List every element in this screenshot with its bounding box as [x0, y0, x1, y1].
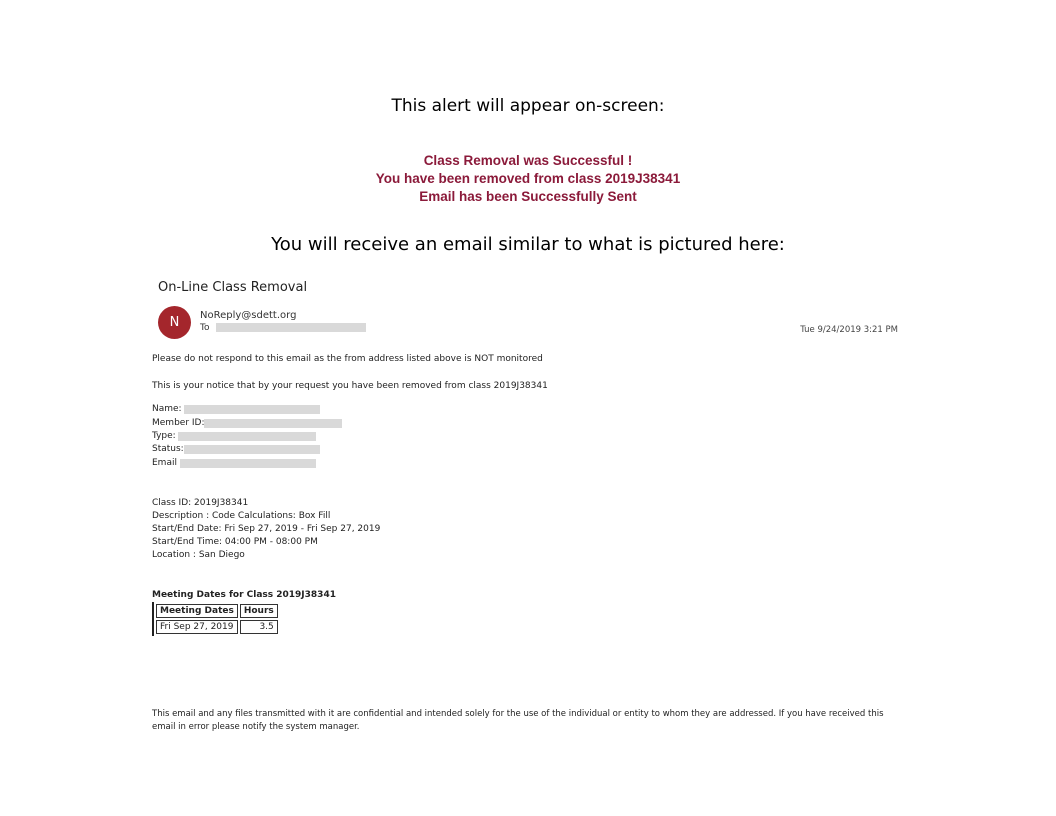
class-location: Location : San Diego [152, 550, 245, 560]
redacted-email [180, 459, 316, 468]
no-reply-notice: Please do not respond to this email as the from address listed above is NOT monitored [152, 354, 543, 364]
meeting-hours-cell: 3.5 [240, 620, 278, 634]
email-subject: On-Line Class Removal [158, 280, 308, 295]
field-type [152, 431, 176, 444]
redacted-recipient [216, 323, 366, 332]
class-id: Class ID: 2019J38341 [152, 498, 249, 508]
confidentiality-footer: This email and any files transmitted with it are confidential and intended solely for the use of the individual or entity to whom they are addressed. If you have received this email in error please notify the system manager. [152, 709, 884, 732]
redacted-type [178, 432, 316, 441]
column-header-meeting-dates: Meeting Dates [156, 604, 238, 618]
redacted-member-id [204, 419, 342, 428]
redacted-name [184, 405, 320, 414]
table-header-row [156, 604, 278, 618]
alert-line-success: Class Removal was Successful ! [423, 153, 633, 168]
class-description: Description : Code Calculations: Box Fill [152, 511, 331, 521]
email-timestamp: Tue 9/24/2019 3:21 PM [800, 325, 898, 335]
field-name [152, 404, 182, 417]
field-email-label: Email [152, 458, 177, 468]
recipient-line [200, 323, 366, 333]
alert-line-email-sent: Email has been Successfully Sent [419, 189, 637, 204]
column-header-hours: Hours [240, 604, 278, 618]
sender-avatar: N [158, 306, 191, 339]
field-member-id-label: Member ID: [152, 418, 205, 428]
removal-notice: This is your notice that by your request you have been removed from class 2019J38341 [152, 381, 548, 391]
redacted-status [184, 445, 320, 454]
alert-line-removed: You have been removed from class 2019J38341 [375, 171, 681, 186]
field-name-label: Name: [152, 404, 182, 414]
field-email [152, 458, 177, 471]
class-dates: Start/End Date: Fri Sep 27, 2019 - Fri Sep 27, 2019 [152, 524, 381, 534]
meeting-dates-table [152, 602, 280, 636]
meeting-date-cell: Fri Sep 27, 2019 [156, 620, 238, 634]
to-label: To [200, 323, 210, 333]
field-type-label: Type: [152, 431, 176, 441]
field-status [152, 444, 184, 457]
alert-intro-heading: This alert will appear on-screen: [391, 96, 665, 116]
email-intro-heading: You will receive an email similar to what is pictured here: [271, 234, 785, 255]
table-row [156, 620, 278, 634]
sender-address: NoReply@sdett.org [200, 310, 297, 321]
field-member-id [152, 418, 205, 431]
class-times: Start/End Time: 04:00 PM - 08:00 PM [152, 537, 318, 547]
success-alert [0, 152, 1056, 206]
field-status-label: Status: [152, 444, 184, 454]
meeting-dates-title: Meeting Dates for Class 2019J38341 [152, 590, 336, 600]
